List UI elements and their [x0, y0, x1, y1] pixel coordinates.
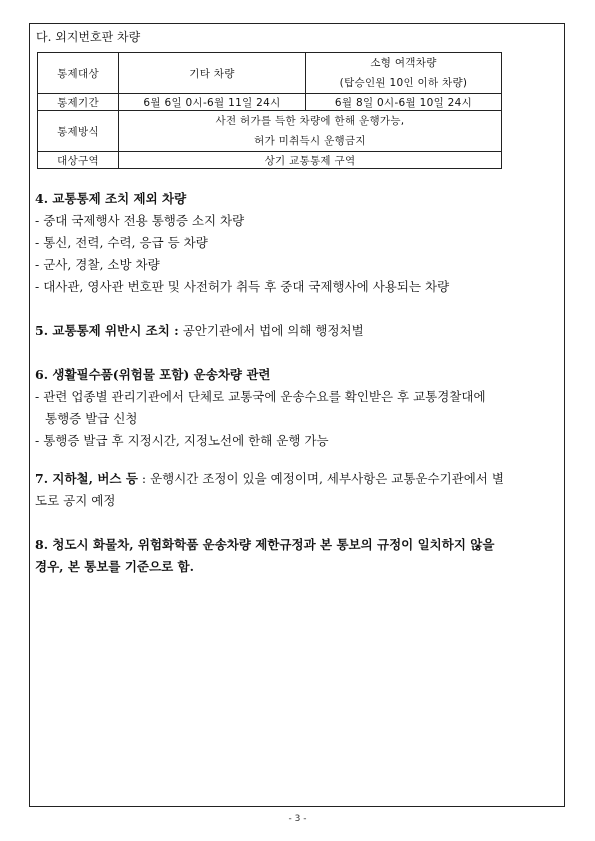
traffic-control-table — [37, 52, 502, 169]
table-cell-area: 상기 교통통제 구역 — [119, 152, 502, 169]
table-header-small-passenger — [306, 53, 502, 94]
table-row-area — [38, 152, 502, 169]
small-passenger-note: (탑승인원 10인 이하 차량) — [339, 77, 468, 89]
table-row-target — [38, 53, 502, 94]
section-5-heading: 5. 교통통제 위반시 조치 : — [35, 323, 179, 338]
section-7-line-1 — [35, 468, 561, 490]
page-number: - 3 - — [288, 814, 307, 824]
section-4-item: - 대사관, 영사관 번호판 및 사전허가 취득 후 중대 국제행사에 사용되는 차량 — [35, 279, 450, 294]
small-passenger-label: 소형 여객차량 — [370, 57, 437, 69]
table-header-other-vehicles: 기타 차량 — [119, 53, 306, 94]
section-5 — [35, 320, 561, 342]
table-row-period — [38, 94, 502, 111]
section-4-item: - 통신, 전력, 수력, 응급 등 차량 — [35, 235, 208, 250]
table-label-period: 통제기간 — [38, 94, 119, 111]
section-4-item: - 군사, 경찰, 소방 차량 — [35, 257, 160, 272]
table-cell-period-small: 6월 8일 0시-6월 10일 24시 — [306, 94, 502, 111]
section-8-line-1: 8. 청도시 화물차, 위험화학품 운송차량 제한규정과 본 통보의 규정이 일치하지 않을 — [35, 537, 495, 552]
section-6-item-1: - 관련 업종별 관리기관에서 단체로 교통국에 운송수요를 확인받은 후 교통경찰대에 — [35, 389, 486, 404]
method-line-1: 사전 허가를 득한 차량에 한해 운행가능, — [215, 115, 405, 127]
page-frame — [29, 23, 565, 807]
table-label-area: 대상구역 — [38, 152, 119, 169]
table-cell-period-other: 6월 6일 0시-6월 11일 24시 — [119, 94, 306, 111]
table-cell-method — [119, 111, 502, 152]
section-4 — [35, 188, 561, 298]
section-7 — [35, 468, 561, 512]
section-5-text: 공안기관에서 법에 의해 행정처벌 — [178, 323, 364, 338]
section-7-heading: 7. 지하철, 버스 등 — [35, 471, 138, 486]
section-7-text: : 운행시간 조정이 있을 예정이며, 세부사항은 교통운수기관에서 별 — [137, 471, 504, 486]
table-header-target: 통제대상 — [38, 53, 119, 94]
section-6-item-1-cont: 통행증 발급 신청 — [45, 411, 138, 426]
section-8-line-2: 경우, 본 통보를 기준으로 함. — [35, 559, 194, 574]
section-intro-heading: 다. 외지번호판 차량 — [36, 30, 141, 44]
section-6 — [35, 364, 561, 452]
table-row-method — [38, 111, 502, 152]
section-6-heading: 6. 생활필수품(위험물 포함) 운송차량 관련 — [35, 367, 271, 382]
section-8 — [35, 534, 561, 578]
method-line-2: 허가 미취득시 운행금지 — [254, 135, 366, 147]
table-label-method: 통제방식 — [38, 111, 119, 152]
section-6-item-2: - 통행증 발급 후 지정시간, 지정노선에 한해 운행 가능 — [35, 433, 329, 448]
section-4-item: - 중대 국제행사 전용 통행증 소지 차량 — [35, 213, 245, 228]
section-4-heading: 4. 교통통제 조치 제외 차량 — [35, 191, 187, 206]
section-7-line-2: 도로 공지 예정 — [35, 493, 116, 508]
section-5-line — [35, 320, 561, 342]
